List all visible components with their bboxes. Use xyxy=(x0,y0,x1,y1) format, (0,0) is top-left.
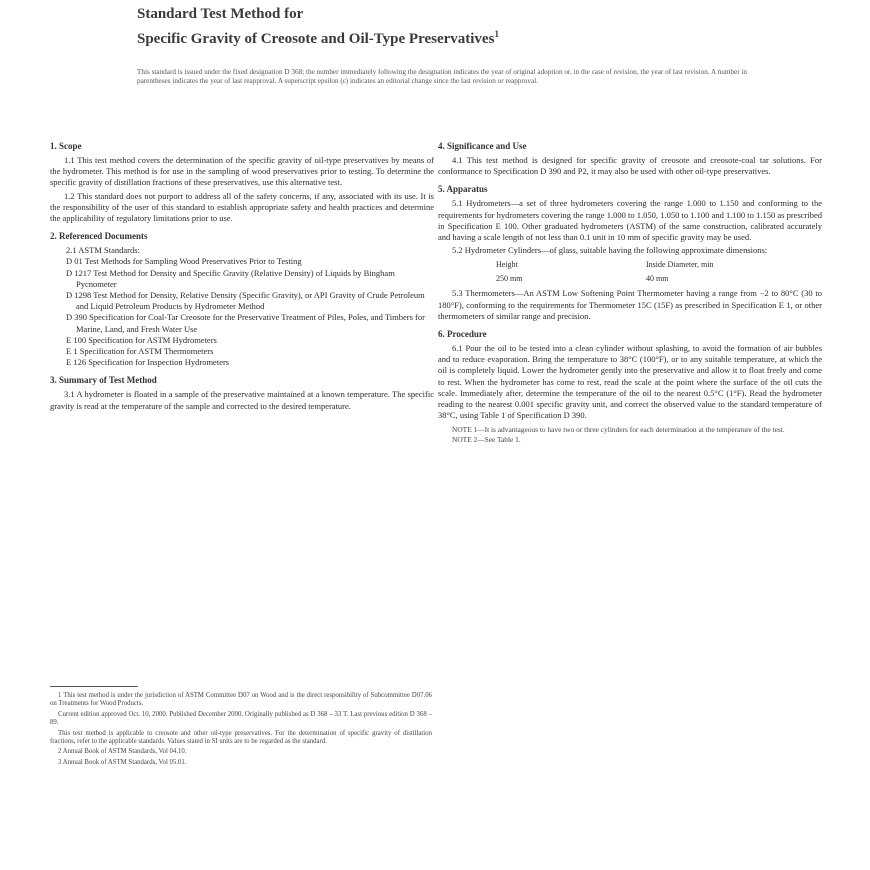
table-cell: 40 mm xyxy=(646,274,669,284)
paragraph: 5.3 Thermometers—An ASTM Low Softening Point Thermometer having a range from −2 to 80°C (30 to 180°F), conforming to the requirements for Thermometer 15C (15F) as prescribed in Specification E 1, or other thermometers of similar range and precision. xyxy=(438,288,822,321)
paragraph: 3.1 A hydrometer is floated in a sample of the preservative maintained at a known temperature. The specific gravity is read at the temperature of the sample and corrected to the desired temperature. xyxy=(50,389,434,411)
footnote-divider xyxy=(50,686,138,687)
table-cell: Height xyxy=(496,260,518,270)
paragraph: 1.1 This test method covers the determination of the specific gravity of oil-type preservatives by means of the hydrometer. This method is for use in the sampling of wood preservatives prior to testing. To determine the specific gravity of distillation fractions of these preservatives, use this alternative test. xyxy=(50,155,434,188)
notes xyxy=(438,425,822,444)
table-cell: Inside Diameter, min xyxy=(646,260,714,270)
footnote: 2 Annual Book of ASTM Standards, Vol 04.10. xyxy=(58,748,187,756)
reference-item: D 390 Specification for Coal-Tar Creosote for the Preservative Treatment of Piles, Poles, and Timbers for Marine, Land, and Fresh Water Use xyxy=(66,312,425,334)
designation-note: This standard is issued under the fixed designation D 368; the number immediately following the designation indicates the year of original adoption or, in the case of revision, the year of last revision. A number in parentheses indicates the year of last reapproval. A superscript epsilon (ε) indicates an editorial change since the last revision or reapproval. xyxy=(137,68,747,86)
reference-item: E 100 Specification for ASTM Hydrometers xyxy=(66,334,217,345)
footnote: This test method is applicable to creosote and other oil-type preservatives. For the determination of specific gravity of distillation fractions, refer to the applicable standards. Values stated in SI units are to be regarded as the standard. xyxy=(50,729,432,746)
section-heading: 2. Referenced Documents xyxy=(50,231,148,242)
footnote: 3 Annual Book of ASTM Standards, Vol 05.01. xyxy=(58,758,187,766)
reference-item: E 1 Specification for ASTM Thermometers xyxy=(66,346,214,357)
right-column xyxy=(438,134,822,444)
title-superscript: 1 xyxy=(494,29,499,39)
paragraph: 4.1 This test method is designed for specific gravity of creosote and creosote-coal tar solutions. For conformance to Specification D 390 and P2, it may also be used with other oil-type preservatives. xyxy=(438,155,822,177)
section-heading: 1. Scope xyxy=(50,141,82,151)
table-row xyxy=(496,260,822,270)
note: NOTE 1—It is advantageous to have two or three cylinders for each determination at the temperature of the test. xyxy=(452,425,785,435)
section-heading: 4. Significance and Use xyxy=(438,141,527,151)
table-cell: 250 mm xyxy=(496,274,523,284)
dimensions-table xyxy=(438,260,822,284)
paragraph: 1.2 This standard does not purport to address all of the safety concerns, if any, associated with its use. It is the responsibility of the user of this standard to establish appropriate safety and health practices and determine the applicability of regulatory limitations prior to use. xyxy=(50,190,434,224)
reference-item: 2.1 ASTM Standards: xyxy=(66,245,140,256)
footnote: Current edition approved Oct. 10, 2000. Published December 2000. Originally published as D 368 – 33 T. Last previous edition D 368 – 89. xyxy=(50,710,432,727)
paragraph: 6.1 Pour the oil to be tested into a clean cylinder without splashing, to avoid the formation of air bubbles and to reduce evaporation. Bring the temperature to 38°C (100°F), or to any suitable temperature, at which the oil is completely liquid. Lower the hydrometer gently into the preservative and allow it to float freely and come to rest. When the hydrometer has come to rest, read the scale at the point where the surface of the oil cuts the scale. Immediately after, determine the temperature of the oil to the nearest 0.5°C (1°F). Read the hydrometer reading to the nearest 0.001 specific gravity unit, and correct the observed value to the standard temperature of 38°C, using Table 1 of Specification D 390. xyxy=(438,343,822,421)
section-heading: 3. Summary of Test Method xyxy=(50,375,157,386)
title-line-2: Specific Gravity of Creosote and Oil-Type Preservatives$^1$ xyxy=(137,29,499,47)
left-column xyxy=(50,134,434,414)
section-heading: 5. Apparatus xyxy=(438,184,488,195)
reference-item: E 126 Specification for Inspection Hydrometers xyxy=(66,357,230,368)
document-title xyxy=(137,4,757,49)
note: NOTE 2—See Table 1. xyxy=(452,434,521,444)
section-heading: 6. Procedure xyxy=(438,329,487,340)
reference-item: D 01 Test Methods for Sampling Wood Preservatives Prior to Testing xyxy=(66,256,302,267)
title-line-1: Standard Test Method for xyxy=(137,6,304,22)
footnotes xyxy=(50,692,432,769)
reference-item: D 1217 Test Method for Density and Specific Gravity (Relative Density) of Liquids by Bingham Pycnometer xyxy=(66,267,395,289)
reference-item: D 1298 Test Method for Density, Relative Density (Specific Gravity), or API Gravity of Crude Petroleum and Liquid Petroleum Products by Hydrometer Method xyxy=(66,290,425,312)
paragraph: 5.2 Hydrometer Cylinders—of glass, suitable having the following approximate dimensions: xyxy=(452,245,768,256)
paragraph: 5.1 Hydrometers—a set of three hydrometers covering the range 1.000 to 1.150 and conforming to the requirements for hydrometers covering the range 1.000 to 1.050, 1.050 to 1.100 and 1.100 to 1.150 as prescribed in Specification E 100. Other graduated hydrometers (ASTM) of the same construction, calibrated accurately and having a scale length of not less than 0.1 unit in 10 mm of specific gravity may be used. xyxy=(438,198,822,243)
footnote: 1 This test method is under the jurisdiction of ASTM Committee D07 on Wood and is the direct responsibility of Subcommittee D07.06 on Treatments for Wood Products. xyxy=(50,692,432,708)
table-row xyxy=(496,274,822,284)
